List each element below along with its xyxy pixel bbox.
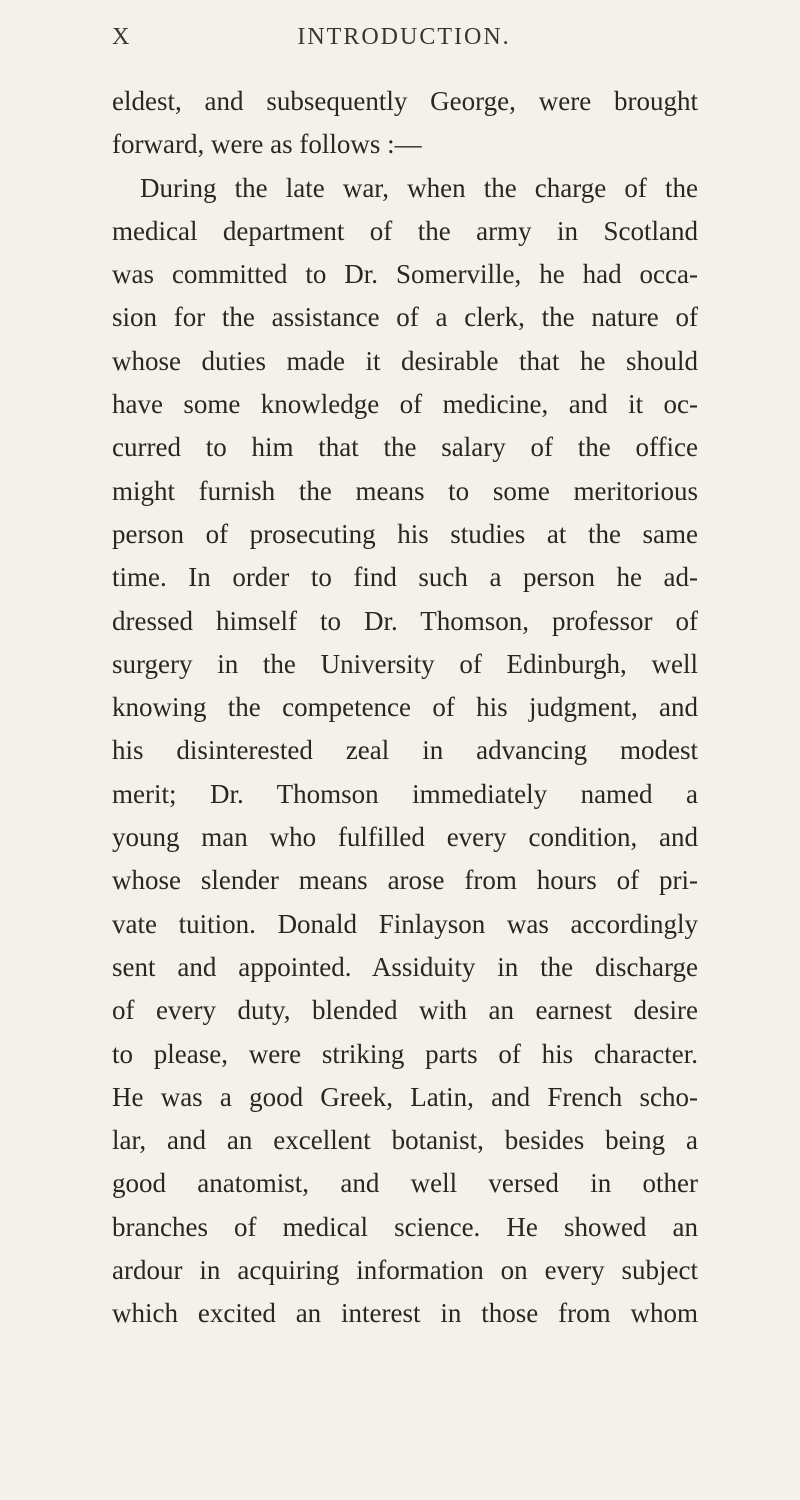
text-line: which excited an interest in those from whom: [112, 1298, 698, 1329]
text-line: ardour in acquiring information on every subject: [112, 1255, 698, 1286]
body-text: [112, 80, 698, 1336]
text-line: branches of medical science. He showed an: [112, 1211, 698, 1242]
text-line: young man who fulfilled every condition, and: [112, 822, 698, 853]
text-line: of every duty, blended with an earnest desire: [112, 995, 698, 1026]
text-line: surgery in the University of Edinburgh, well: [112, 648, 698, 679]
text-line: vate tuition. Donald Finlayson was accordingly: [112, 908, 698, 939]
page-number: X: [112, 24, 131, 50]
text-line: During the late war, when the charge of the: [140, 172, 698, 203]
text-line: was committed to Dr. Somerville, he had occa-: [112, 259, 698, 290]
text-line: person of prosecuting his studies at the same: [112, 518, 698, 549]
text-line: sion for the assistance of a clerk, the nature of: [112, 302, 698, 333]
text-line: time. In order to find such a person he ad-: [112, 562, 698, 593]
text-line: might furnish the means to some meritorious: [112, 475, 698, 506]
running-head: [112, 24, 696, 64]
text-line: dressed himself to Dr. Thomson, professor of: [112, 605, 698, 636]
text-line: curred to him that the salary of the office: [112, 432, 698, 463]
text-line: whose slender means arose from hours of pri-: [112, 865, 698, 896]
text-line: merit; Dr. Thomson immediately named a: [112, 778, 698, 809]
text-line: lar, and an excellent botanist, besides being a: [112, 1125, 698, 1156]
text-line: good anatomist, and well versed in other: [112, 1168, 698, 1199]
text-line: eldest, and subsequently George, were brought: [112, 86, 698, 116]
text-line: forward, were as follows :—: [112, 129, 422, 160]
text-line: have some knowledge of medicine, and it oc-: [112, 389, 698, 420]
text-line: medical department of the army in Scotland: [112, 215, 698, 246]
running-title: INTRODUCTION.: [297, 24, 511, 50]
text-line: knowing the competence of his judgment, and: [112, 692, 698, 723]
text-line: whose duties made it desirable that he should: [112, 345, 698, 376]
text-line: to please, were striking parts of his character.: [112, 1038, 698, 1069]
text-line: He was a good Greek, Latin, and French scho-: [112, 1081, 698, 1112]
text-line: his disinterested zeal in advancing modest: [112, 735, 698, 766]
text-line: sent and appointed. Assiduity in the discharge: [112, 951, 698, 982]
